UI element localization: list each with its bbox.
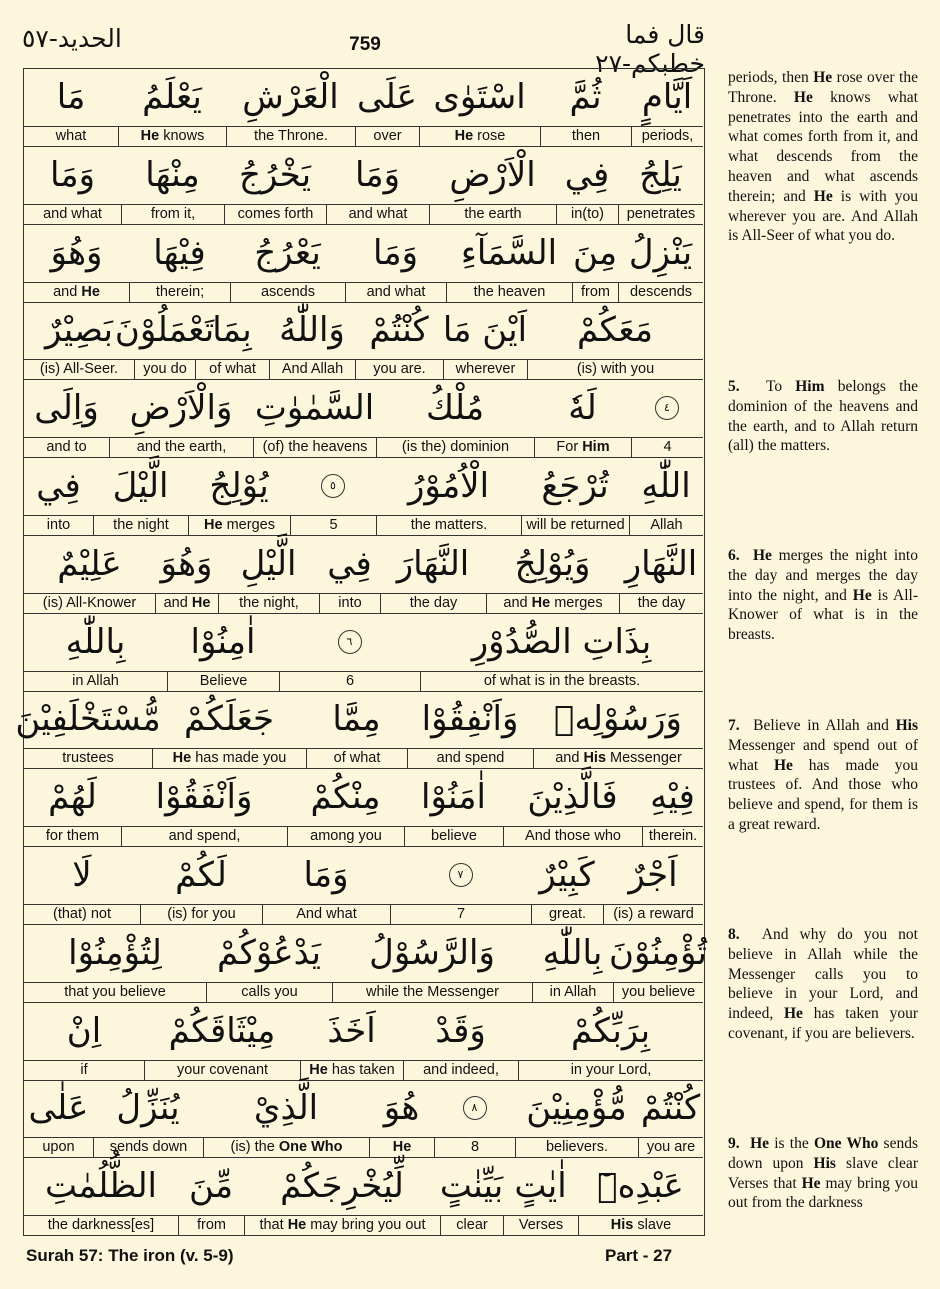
arabic-word: فِي	[36, 466, 81, 506]
english-word: from	[572, 283, 618, 302]
grid-row	[24, 302, 703, 380]
arabic-word: الْاَرْضِ	[449, 154, 536, 195]
arabic-word: وَالرَّسُوْلُ	[369, 932, 495, 973]
arabic-word: اٰمِنُوْا	[190, 621, 256, 662]
translation-text: periods, then He rose over the Throne. He knows what penetrates into the earth and what comes forth from it, and what descends from the heaven and what ascends therein; and He is with you wherever you are. And Allah is All-Seer of what you do.	[728, 69, 918, 245]
grid-row	[24, 225, 703, 303]
arabic-line	[15, 691, 703, 747]
arabic-word: عَلِيْمٌ	[57, 543, 122, 584]
english-word: He	[369, 1138, 434, 1157]
arabic-line	[24, 147, 703, 203]
arabic-word: مِنَ	[572, 232, 618, 273]
arabic-line	[24, 536, 703, 592]
part-name-arabic: قال فما خطبكم-٢٧	[595, 20, 705, 78]
english-word: (is) All-Knower	[42, 594, 137, 611]
verse-number-marker: ٤	[655, 396, 679, 420]
arabic-word: كُنْتُمْ	[369, 310, 429, 351]
arabic-line	[24, 925, 708, 981]
english-word: in Allah	[72, 672, 119, 689]
verse-number: 5.	[728, 378, 740, 395]
english-word: For Him	[534, 438, 631, 457]
english-word: and spend,	[121, 827, 287, 846]
english-word: He rose	[419, 127, 540, 146]
verse-translation	[728, 925, 918, 1044]
english-line	[24, 826, 703, 847]
english-word: for them	[45, 828, 100, 845]
english-word: what	[55, 128, 87, 144]
verse-translation	[728, 68, 918, 246]
english-line	[24, 126, 703, 147]
arabic-word: وَاللّٰهُ	[279, 310, 345, 351]
arabic-word: مُلْكُ	[425, 388, 485, 429]
english-word: in(to)	[556, 205, 618, 224]
translation-text: To Him belongs the dominion of the heavens and the earth, and to Allah return (all) the matters.	[728, 378, 919, 455]
arabic-word: لَهٗ	[568, 388, 597, 429]
english-word: and what	[326, 205, 429, 224]
arabic-word: اٰيٰتٍ	[514, 1166, 567, 1207]
english-line	[24, 359, 703, 380]
arabic-word: ثُمَّ	[569, 77, 602, 117]
arabic-word: لِّيُخْرِجَكُمْ	[280, 1166, 404, 1207]
grid-row	[24, 458, 703, 536]
arabic-word: لَا	[72, 855, 92, 895]
english-word: the day	[619, 594, 703, 613]
english-word: believe	[404, 827, 503, 846]
arabic-word: اَيْنَ مَا	[442, 310, 528, 351]
verse-number-marker: ٦	[338, 630, 362, 654]
arabic-word: اَيَّامٍ	[641, 77, 693, 117]
english-line	[24, 204, 703, 225]
arabic-word: يَلِجُ	[639, 154, 682, 195]
arabic-line	[24, 380, 703, 436]
arabic-line	[24, 1158, 703, 1214]
arabic-word: يَخْرُجُ	[238, 154, 312, 195]
arabic-word: وَهُوَ	[50, 232, 103, 273]
english-line	[24, 1137, 703, 1158]
english-word: comes forth	[224, 205, 326, 224]
english-word: believers.	[515, 1138, 638, 1157]
surah-name-arabic: الحديد-٥٧	[22, 24, 122, 53]
arabic-word: مِنْهَا	[145, 154, 200, 195]
grid-row	[24, 1158, 703, 1236]
arabic-word: اللّٰهِ	[641, 466, 691, 506]
arabic-word: اَخَذَ	[327, 1010, 376, 1051]
english-word: in Allah	[532, 983, 613, 1002]
grid-row	[24, 925, 708, 1003]
arabic-word: لَكُمْ	[175, 855, 227, 895]
english-word: and the earth,	[109, 438, 253, 457]
arabic-word: النَّهَارَ	[396, 543, 470, 584]
verse-translation	[728, 1134, 918, 1213]
english-word: and He	[53, 283, 100, 300]
english-line	[24, 671, 703, 692]
english-word: and to	[46, 439, 87, 456]
english-word: sends down	[93, 1138, 203, 1157]
arabic-word: لِتُؤْمِنُوْا	[68, 932, 162, 973]
english-word: and indeed,	[403, 1061, 518, 1080]
english-word: will be returned	[521, 516, 629, 535]
english-word: 6	[279, 672, 420, 691]
arabic-word: مِنْكُمْ	[310, 777, 381, 818]
translation-text: And why do you not believe in Allah while the Messenger calls you to believe in your Lord, and indeed, He has taken your covenant, if you are believers.	[728, 926, 918, 1042]
verse-number-marker: ٨	[463, 1096, 487, 1120]
arabic-word: عَبْدِهٖٓ	[597, 1166, 684, 1207]
verse-number: 6.	[728, 547, 740, 564]
english-word: 7	[390, 905, 531, 924]
arabic-word: اَجْرٌ	[628, 855, 678, 895]
surah-footer: Surah 57: The iron (v. 5-9)	[26, 1246, 234, 1265]
arabic-word: يَدْعُوْكُمْ	[217, 932, 321, 973]
english-word: 8	[434, 1138, 515, 1157]
english-word: that He may bring you out	[244, 1216, 440, 1235]
arabic-word: الْاُمُوْرُ	[407, 466, 490, 506]
arabic-word: الَّيْلِ	[240, 543, 297, 584]
verse-number: 8.	[728, 926, 740, 943]
arabic-word: الَّذِيْ	[253, 1088, 319, 1129]
arabic-word: يُوْلِجُ	[209, 466, 269, 506]
arabic-line	[24, 1080, 703, 1136]
page-header	[0, 0, 940, 78]
english-word: Believe	[167, 672, 279, 691]
english-word: the night	[93, 516, 188, 535]
arabic-word: تُرْجَعُ	[541, 466, 609, 506]
english-line	[24, 437, 703, 458]
english-word: 4	[631, 438, 703, 457]
english-word: (is) for you	[140, 905, 262, 924]
arabic-word: مِيْثَاقَكُمْ	[168, 1010, 276, 1051]
arabic-word: فِيْهِ	[650, 777, 695, 818]
arabic-word: تَعْمَلُوْنَ	[114, 310, 215, 351]
part-footer: Part - 27	[605, 1246, 673, 1265]
english-line	[24, 1060, 703, 1081]
english-word: the darkness[es]	[47, 1217, 155, 1234]
arabic-word: يَعْلَمُ	[142, 77, 202, 117]
english-word: the earth	[429, 205, 556, 224]
english-word: periods,	[631, 127, 703, 146]
english-word: and spend	[407, 749, 533, 768]
translation-text: He merges the night into the day and merges the day into the night, and He is All-Knower of what is in the breasts.	[728, 547, 918, 644]
arabic-word: كُنْتُمْ	[640, 1088, 701, 1129]
english-word: and what	[43, 205, 102, 222]
english-word: the matters.	[376, 516, 521, 535]
english-word: trustees	[62, 750, 114, 767]
arabic-word: وَمَا	[373, 232, 418, 273]
arabic-line	[24, 69, 703, 125]
arabic-word: اسْتَوٰى	[433, 77, 526, 117]
arabic-word: وَقَدْ	[435, 1010, 486, 1051]
english-word: (is the) dominion	[376, 438, 534, 457]
english-line	[24, 282, 703, 303]
english-word: and He merges	[486, 594, 619, 613]
english-word: the heaven	[446, 283, 572, 302]
english-word: wherever	[443, 360, 527, 379]
verse-number-marker: ٧	[449, 863, 473, 887]
english-word: and what	[345, 283, 446, 302]
english-word: calls you	[206, 983, 332, 1002]
english-word: 5	[290, 516, 376, 535]
grid-row	[24, 380, 703, 458]
arabic-word: فِي	[327, 543, 372, 584]
arabic-word: مُّسْتَخْلَفِيْنَ	[15, 699, 161, 740]
english-word: then	[540, 127, 631, 146]
arabic-word: السَّمَآءِ	[460, 232, 558, 273]
english-line	[24, 515, 703, 536]
arabic-word: وَمَا	[50, 154, 95, 195]
arabic-word: الَّيْلَ	[112, 466, 169, 506]
arabic-word: بِذَاتِ الصُّدُوْرِ	[471, 621, 652, 662]
arabic-line	[24, 225, 703, 281]
english-word: that you believe	[64, 983, 166, 1000]
english-word: you are.	[355, 360, 443, 379]
arabic-line	[24, 614, 703, 670]
english-word: penetrates	[618, 205, 703, 224]
english-word: from it,	[121, 205, 224, 224]
english-line	[24, 748, 703, 769]
verse-number-marker: ٥	[321, 474, 345, 498]
verse-translation	[728, 377, 918, 456]
english-line	[24, 982, 703, 1003]
grid-row	[24, 1003, 703, 1081]
english-word: (that) not	[52, 906, 112, 922]
grid-row	[24, 147, 703, 225]
word-by-word-grid	[15, 68, 708, 1236]
arabic-word: جَعَلَكُمْ	[183, 699, 275, 740]
english-word: and His Messenger	[533, 749, 703, 768]
arabic-line	[24, 769, 703, 825]
arabic-word: بَيِّنٰتٍ	[439, 1166, 504, 1207]
arabic-word: اِنْ	[66, 1010, 102, 1051]
arabic-word: يَنْزِلُ	[628, 232, 693, 273]
english-word: descends	[618, 283, 703, 302]
english-word: from	[178, 1216, 244, 1235]
english-word: your covenant	[144, 1061, 300, 1080]
english-word: into	[319, 594, 380, 613]
page-number: 759	[349, 34, 381, 55]
english-word: His slave	[578, 1216, 703, 1235]
english-word: over	[355, 127, 419, 146]
arabic-word: لَهُمْ	[48, 777, 97, 818]
grid-row	[24, 536, 703, 614]
arabic-word: مِّنَ	[188, 1166, 234, 1207]
english-word: among you	[287, 827, 404, 846]
english-word: while the Messenger	[332, 983, 532, 1002]
verse-number: 7.	[728, 717, 740, 734]
english-word: of what	[306, 749, 407, 768]
english-word: you are	[638, 1138, 703, 1157]
arabic-word: كَبِيْرٌ	[539, 855, 595, 895]
english-line	[24, 593, 703, 614]
arabic-line	[24, 847, 703, 903]
english-word: the day	[380, 594, 486, 613]
arabic-line	[24, 458, 703, 514]
arabic-word: عَلٰى	[28, 1088, 89, 1129]
arabic-line	[24, 302, 703, 358]
arabic-word: وَمَا	[303, 855, 349, 895]
arabic-word: وَالْاَرْضِ	[129, 388, 233, 429]
arabic-word: مُّؤْمِنِيْنَ	[526, 1088, 627, 1129]
translation-text: Believe in Allah and His Messenger and spend out of what He has made you trustees of. And those who believe and spend, for them is a great reward.	[728, 717, 919, 833]
arabic-word: وَرَسُوْلِهٖ	[554, 699, 682, 740]
grid-row	[24, 769, 703, 847]
arabic-word: فَالَّذِيْنَ	[527, 777, 618, 818]
verse-translation	[728, 716, 918, 835]
english-word: in your Lord,	[518, 1061, 703, 1080]
arabic-word: مَعَكُمْ	[576, 310, 654, 351]
grid-row	[24, 1080, 703, 1158]
arabic-word: بَصِيْرٌ	[45, 310, 113, 351]
english-word: ascends	[230, 283, 345, 302]
english-line	[24, 1215, 703, 1235]
english-word: He merges	[188, 516, 290, 535]
arabic-word: وَيُوْلِجُ	[514, 543, 591, 584]
arabic-word: اٰمَنُوْا	[421, 777, 486, 818]
verse-number: 9.	[728, 1135, 740, 1152]
english-word: (is) with you	[527, 360, 703, 379]
arabic-word: عَلَى	[357, 77, 417, 117]
english-word: the Throne.	[226, 127, 355, 146]
grid-row	[24, 847, 703, 925]
english-word: He has made you	[152, 749, 306, 768]
arabic-word: هُوَ	[383, 1088, 420, 1129]
verse-translation	[728, 546, 918, 645]
arabic-word: وَهُوَ	[160, 543, 213, 584]
english-word: if	[80, 1061, 88, 1078]
arabic-word: تُؤْمِنُوْنَ	[608, 932, 708, 973]
english-word: the night,	[218, 594, 319, 613]
english-word: upon	[42, 1139, 75, 1156]
arabic-word: فِيْهَا	[153, 232, 206, 273]
english-word: clear	[440, 1216, 503, 1235]
arabic-word: وَاَنْفِقُوْا	[421, 699, 519, 740]
arabic-word: النَّهَارِ	[624, 543, 698, 584]
english-word: He knows	[118, 127, 226, 146]
arabic-word: وَاَنْفَقُوْا	[155, 777, 253, 818]
arabic-word: بِرَبِّكُمْ	[570, 1010, 651, 1051]
english-word: (is) the One Who	[203, 1138, 369, 1157]
arabic-word: الظُّلُمٰتِ	[45, 1166, 157, 1207]
english-word: therein;	[129, 283, 230, 302]
english-word: you do	[134, 360, 195, 379]
english-word: And what	[262, 905, 390, 924]
english-word: of what	[195, 360, 269, 379]
arabic-word: السَّمٰوٰتِ	[254, 388, 375, 429]
english-word: (of) the heavens	[253, 438, 376, 457]
grid-row	[24, 614, 703, 692]
english-word: you believe	[613, 983, 703, 1002]
grid-row	[15, 691, 703, 769]
english-word: and He	[155, 594, 218, 613]
arabic-word: مِمَّا	[332, 699, 381, 740]
english-line	[24, 904, 703, 925]
arabic-word: بِمَا	[212, 310, 252, 351]
english-word: And those who	[503, 827, 642, 846]
arabic-word: بِاللّٰهِ	[542, 932, 603, 973]
english-word: great.	[531, 905, 603, 924]
english-word: therein.	[642, 827, 703, 846]
english-word: He has taken	[300, 1061, 403, 1080]
english-word: Allah	[629, 516, 703, 535]
arabic-word: مَا	[56, 77, 86, 117]
english-word: (is) All-Seer.	[39, 361, 119, 378]
arabic-word: وَاِلَى	[34, 388, 99, 429]
translation-text: He is the One Who sends down upon His slave clear Verses that He may bring you out from the darkness	[728, 1135, 919, 1212]
english-word: of what is in the breasts.	[420, 672, 703, 691]
english-word: Verses	[503, 1216, 578, 1235]
arabic-word: الْعَرْشِ	[242, 77, 339, 117]
arabic-word: وَمَا	[355, 154, 400, 195]
arabic-word: بِاللّٰهِ	[65, 621, 126, 662]
english-word: into	[46, 517, 71, 533]
arabic-line	[24, 1003, 703, 1059]
arabic-word: يَعْرُجُ	[254, 232, 321, 273]
arabic-word: فِي	[564, 154, 610, 195]
english-word: And Allah	[269, 360, 355, 379]
grid-row	[24, 69, 703, 147]
english-word: (is) a reward	[603, 905, 703, 924]
arabic-word: يُنَزِّلُ	[116, 1088, 180, 1129]
